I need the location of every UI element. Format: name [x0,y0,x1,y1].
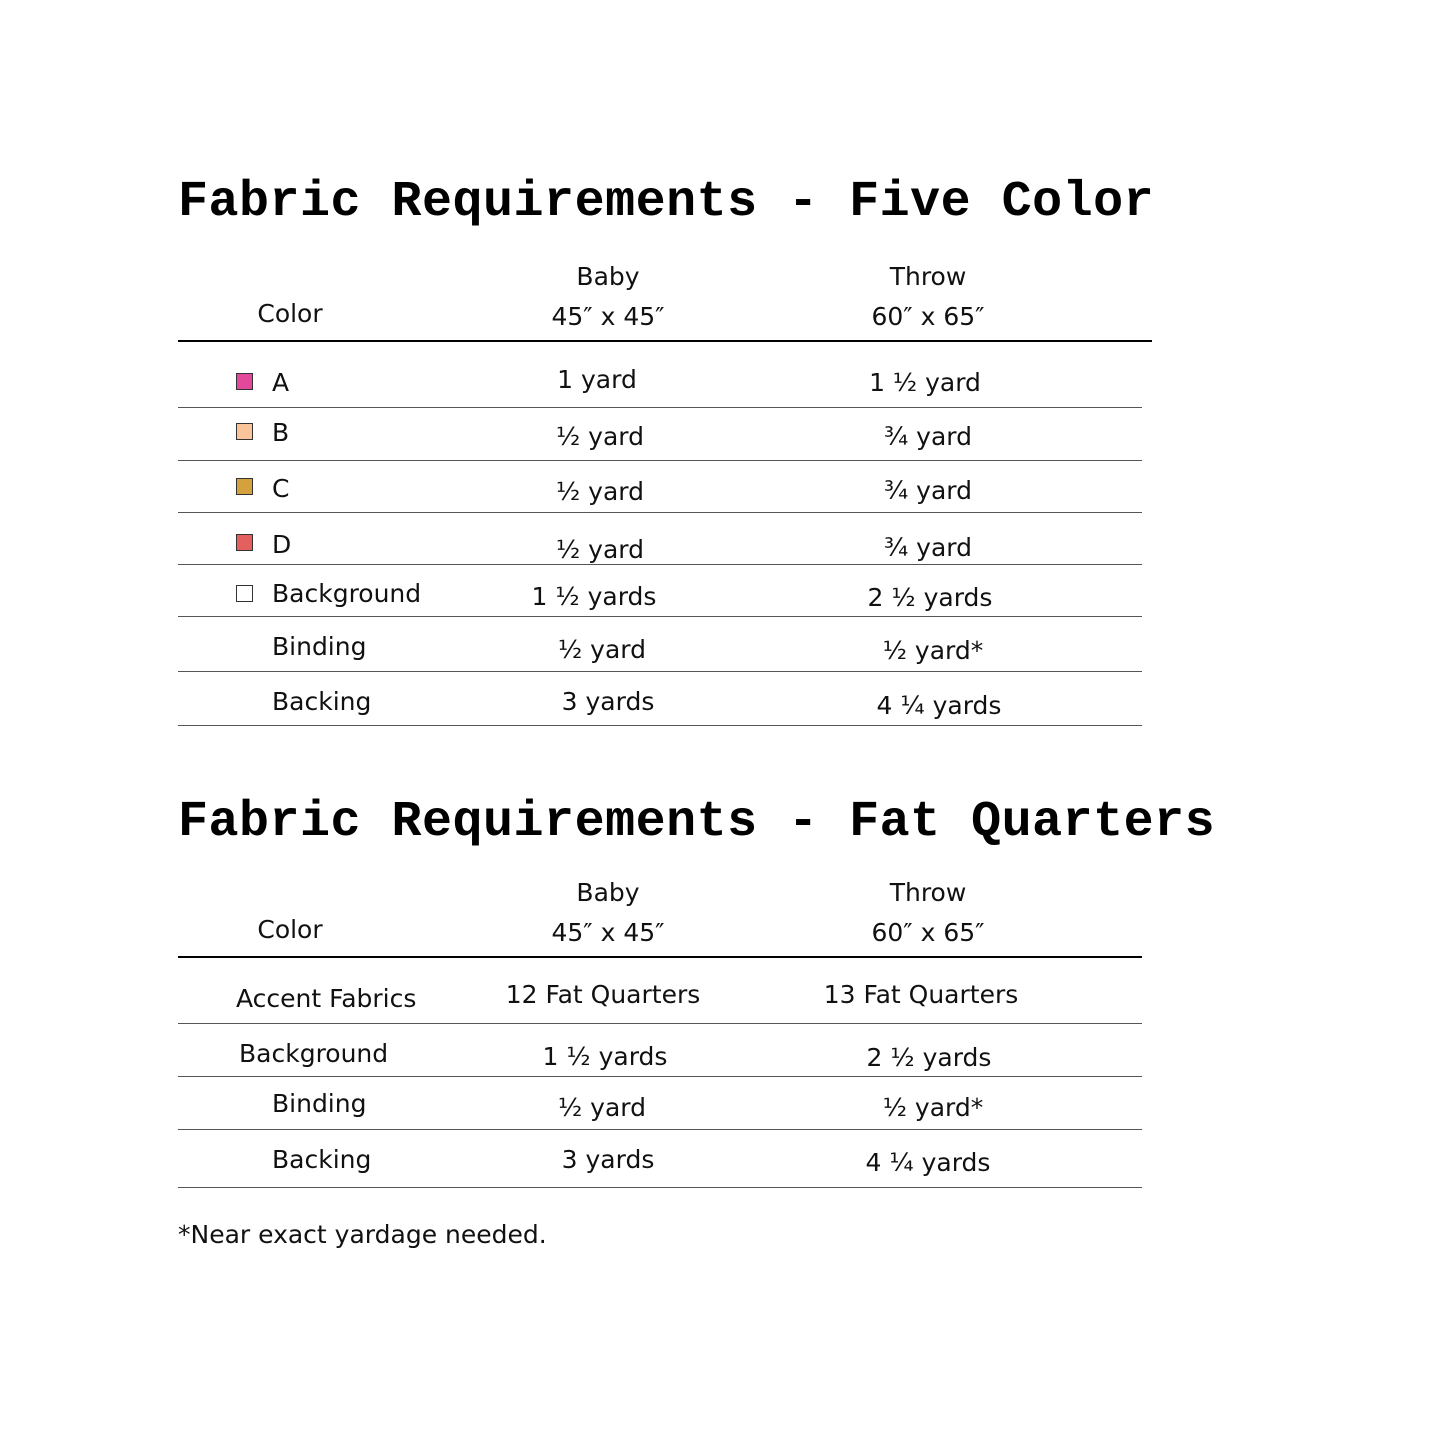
row-label: Backing [272,687,372,716]
row-throw: 4 ¼ yards [876,691,1002,720]
row-divider [178,1129,1142,1130]
row-divider [178,1076,1142,1077]
section1-title: Fabric Requirements - Five Color [178,174,1155,231]
section2-header-color: Color [257,915,323,944]
row-baby: 3 yards [561,1145,655,1174]
row-baby: ½ yard [555,535,644,564]
row-label: Backing [272,1145,372,1174]
row-throw: ½ yard* [882,1093,984,1122]
section2-header-rule [178,956,1142,958]
row-divider [178,1023,1142,1024]
section2-title: Fabric Requirements - Fat Quarters [178,794,1216,851]
row-throw: 4 ¼ yards [865,1148,991,1177]
row-throw: 1 ½ yard [869,368,981,397]
row-label: C [272,474,290,503]
swatch-b [236,423,253,440]
row-baby: ½ yard [555,422,644,451]
section1-header-throw: Throw 60″ x 65″ [871,262,985,331]
row-baby: 1 ½ yards [531,582,657,611]
row-divider [178,671,1142,672]
row-divider [178,564,1142,565]
row-throw: ¾ yard [883,476,972,505]
swatch-a [236,373,253,390]
row-baby: 1 ½ yards [542,1042,668,1071]
row-label: A [272,368,290,397]
section2-header-baby: Baby 45″ x 45″ [551,878,665,947]
swatch-c [236,478,253,495]
row-throw: ½ yard* [882,636,984,665]
row-label: Binding [272,632,367,661]
row-divider [178,460,1142,461]
row-baby: 12 Fat Quarters [505,980,701,1009]
row-label: D [272,530,292,559]
section1-header-baby: Baby 45″ x 45″ [551,262,665,331]
section2-header-throw: Throw 60″ x 65″ [871,878,985,947]
swatch-background [236,585,253,602]
row-throw: ¾ yard [883,422,972,451]
section1-header-rule [178,340,1152,342]
row-label: Accent Fabrics [236,984,417,1013]
row-divider [178,407,1142,408]
row-throw: 2 ½ yards [867,583,993,612]
swatch-d [236,534,253,551]
row-baby: ½ yard [555,477,644,506]
footnote: *Near exact yardage needed. [178,1220,547,1249]
row-divider [178,1187,1142,1188]
row-label: B [272,418,290,447]
row-divider [178,616,1142,617]
row-label: Binding [272,1089,367,1118]
row-baby: ½ yard [557,635,646,664]
row-baby: 3 yards [561,687,655,716]
row-throw: 2 ½ yards [866,1043,992,1072]
row-label: Background [239,1039,389,1068]
row-divider [178,725,1142,726]
section1-header-color: Color [257,299,323,328]
row-baby: ½ yard [557,1093,646,1122]
row-divider [178,512,1142,513]
row-throw: 13 Fat Quarters [823,980,1019,1009]
row-throw: ¾ yard [883,533,972,562]
row-baby: 1 yard [557,365,637,394]
row-label: Background [272,579,422,608]
